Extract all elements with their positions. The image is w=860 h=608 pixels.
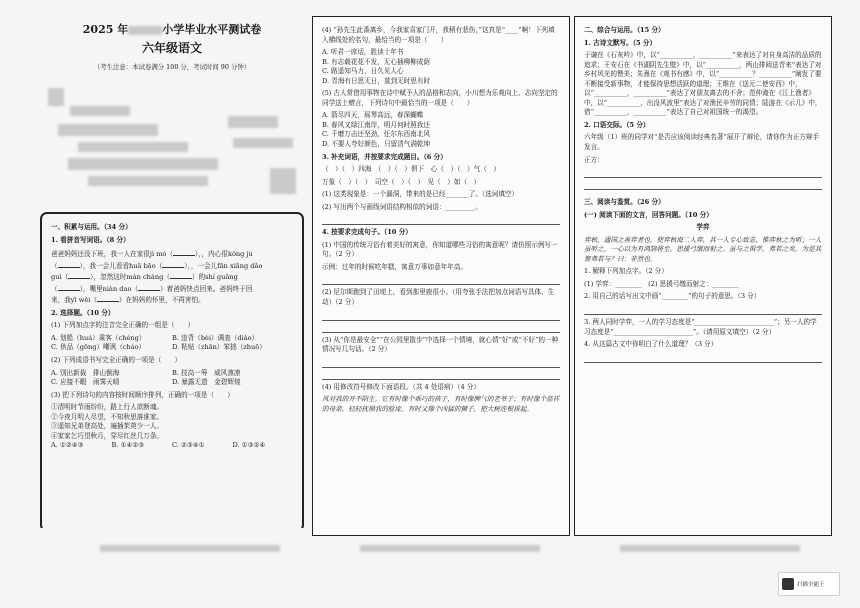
- reading-q1-items: (1) 学弈：________ (2) 思援弓缴而射之：________: [584, 279, 739, 288]
- question-4-3: (3) 从“你是最安全”“在公园里散步”中选择一个情境，就心情“好”或“不好”的一种情况写几句话。（2 分）: [322, 335, 559, 354]
- column-right: [574, 16, 832, 536]
- reading-text: 弈秋，通国之善弈者也。使弈秋诲二人弈，其一人专心致志，惟弈秋之为听；一人虽听之，一心以为有鸿鹄将至，思援弓缴而射之。虽与之俱学，弗若之矣。为是其智弗若与？曰：非然也。: [584, 235, 822, 263]
- question-3-2: (2) 写出两个与画线词语结构相似的词语：_________。: [322, 202, 482, 211]
- answer-line: [584, 168, 822, 178]
- options-2-4: A. 听君一席话，胜读十年书 B. 有志载花花不发，无心插柳柳成荫 C. 路遥知马力，日久见人心 D. 青海有日思无日，莫到无时思有时: [322, 48, 431, 85]
- answer-line: [322, 215, 560, 225]
- oral-text: 六年级（1）班的同学对“是否应该阅读经典名著”展开了辩论，请你作为正方辩手发言。: [584, 133, 820, 152]
- question-2-1: (1) 下列加点字的注音完全正确的一组是（ ）: [51, 321, 195, 330]
- question-4: 4. 按要求完成句子。（10 分）: [322, 228, 412, 237]
- exam-note: （考生注意：本试卷满分 100 分，考试时间 90 分钟）: [93, 63, 251, 72]
- scanner-logo-icon: [782, 578, 794, 590]
- edit-passage: 风对我的并不陌生。它有时像个乖巧的孩子，有时像脾气的老爷子；有时像个慈祥的母亲，轻轻抚摸我的脸庞。有时又像个凶猛的狮子，把大树连根拔起。: [322, 395, 560, 413]
- answer-line: [322, 358, 560, 368]
- footer-redacted: [100, 545, 280, 552]
- options-2-5: A. 箭尽四天，瑶琴高远，春深蝴蝶 B. 春风又绿江南岸，明月何时照我还 C. 千磨万击还坚劲，任尔东西南北风 D. 不要人夸好颜色，只留清气满乾坤: [322, 111, 431, 149]
- footer-redacted: [360, 545, 540, 552]
- options-2-2: A. 别出新裁 排山倒海 B. 技高一筹 威风凛凛 C. 应接不暇 雨霁天晴 D. 暴露无遗 金碧辉煌: [51, 368, 241, 387]
- idiom-row-1: （ ）（ ）四海 （ ）（ ）俱下 心（ ）（ ）气（ ）: [322, 165, 501, 174]
- question-poem-recite: 1. 古诗文默写。（5 分）: [584, 38, 657, 47]
- reading-q1: 1. 解释下列加点字。（2 分）: [584, 267, 668, 276]
- section-heading: 二、综合与运用。（15 分）: [584, 26, 665, 34]
- reading-q3: 3. 两人同时学弈，一人的学习态度是“________________________”；另一人的学习态度是“________________________”。（请用原文填空）（2 分）: [584, 318, 817, 336]
- oral-label: 正方：: [584, 155, 604, 164]
- answer-line: [322, 370, 560, 380]
- answer-line: [584, 180, 822, 190]
- column-left: [38, 16, 306, 528]
- redacted-school: [128, 26, 162, 35]
- redacted-info-block: [48, 76, 298, 206]
- question-2-3: (3) 把下列诗句的内容按时间顺序排列，正确的一项是（ ）: [51, 390, 234, 399]
- poem-recite-text: 于谦在《石灰吟》中，以“__________，__________”来表达了对自身高洁的品质的追求；王安石在《书湖阴先生壁》中，以“__________，两山排闼送青来”表达了对乡村风光的赞美；朱熹在《观书有感》中，以“__________？__________”阐发了要不断接受新事物，才能保持思想活跃的道理；王维在《送元二使安西》中，以“__________，__________”表达了对朋友离去的不舍；范仲淹在《江上渔者》中，以“__________，出没风波里”表达了对渔民辛劳的同情；陆游在《示儿》中，借“__________，__________”表达了自己对祖国统一的渴望。: [584, 51, 822, 117]
- question-4-2: (2) 尼尔斯跑到了田埂上，看到那里鹿很小。（用夸张手法把加点词语写具体、生动）（2 分）: [322, 288, 555, 307]
- answer-line: [322, 323, 560, 333]
- answer-line: [322, 311, 560, 321]
- reading-q2: 2. 用自己的话写出文中画“________”的句子的意思。（3 分）: [584, 292, 761, 301]
- column-middle: [312, 16, 570, 536]
- question-2: 2. 选择题。（10 分）: [51, 308, 115, 317]
- section-heading-reading: 三、阅读与鉴赏。（26 分）: [584, 198, 665, 207]
- section-accumulation: [40, 212, 304, 528]
- section-heading: 一、积累与运用。（34 分）: [51, 223, 132, 231]
- question-4-4: (4) 用修改符号修改下面语段。（共 4 处语病）（4 分）: [322, 382, 480, 391]
- question-3: 3. 补充词语，并按要求完成题目。（6 分）: [322, 152, 447, 161]
- question-2-4: (4) “孙先生此番离乡，今我家喜家门开，我稍有悲伤，”这真是“____”啊！下列填入横线处的名句，最恰当的一项是（ ）: [322, 26, 555, 44]
- answer-line: [584, 305, 822, 315]
- scanner-watermark: 扫描全能王: [778, 572, 840, 596]
- reading-title: 学弈: [696, 223, 710, 232]
- options-2-3: A. ①②④③ B. ①④②③ C. ②③④① D. ①③②④: [51, 441, 266, 450]
- question-3-1: (1) 这类现象是：一个漏洞，带来的是已经_______了。（选词填空）: [322, 190, 519, 199]
- pinyin-passage: 爸爸妈妈还没下班，我一人在家很jì mò（ ），，内心很kǒng jù （ ），我一会儿看看huā bāo（ ），，一会儿fān xiāng dǎo guì（ ），忽然这时màn cháng（ ）的shí guāng （ ），嘴里niàn dao（ ）着爸妈快点回来。爸妈终于回 来，我yī wěi（ ）在妈妈的怀里，不再害怕。: [51, 250, 263, 305]
- example-text: 示例：过年的时候吃年糕，寓意万事如意年年高。: [322, 262, 468, 271]
- reading-q4: 4. 从这篇古文中你明白了什么道理？（3 分）: [584, 340, 718, 349]
- answer-line: [322, 275, 560, 285]
- question-oral: 2. 口语交际。（5 分）: [584, 120, 650, 129]
- question-2-5: (5) 古人常借用事物在诗中赋予人的品格和志向，小川想为乐观向上、志向坚定的同学送上赠言，下列诗句中最恰当的一项是（ ）: [322, 89, 558, 107]
- idiom-row-2: 万象（ ）（ ） 司空（ ）（ ） 见（ ）如（ ）: [322, 177, 481, 186]
- footer-redacted: [620, 545, 800, 552]
- question-2-2: (2) 下列成语书写完全正确的一项是（ ）: [51, 356, 182, 365]
- question-1: 1. 看拼音写词语。（8 分）: [51, 235, 130, 244]
- poem-lines: ①清明时节雨纷纷，路上行人欲断魂。 ②今夜月明人尽望，不知秋思落谁家。 ③遥知兄弟登高处，遍插茱萸少一人。 ④家家乞巧望秋月，穿尽红丝几万条。: [51, 403, 164, 440]
- answer-line: [584, 353, 822, 363]
- exam-title: 2025 年 小学毕业水平测试卷: [82, 23, 262, 36]
- reading-1-heading: (一) 阅读下面的文言，回答问题。（10 分）: [584, 210, 713, 219]
- options-2-1: A. 划船（huá）乘客（chéng） B. 违背（bèi）调查（diào） C. 供品（gōng）嘲讽（cháo） D. 粘贴（zhān）笨拙（zhuō）: [51, 333, 266, 352]
- exam-subtitle: 六年级语文: [141, 40, 202, 55]
- question-4-1: (1) 中国的传统习俗有着美好的寓意，你知道哪些习俗的寓意呢？请仿照示例写一句。（2 分）: [322, 240, 558, 259]
